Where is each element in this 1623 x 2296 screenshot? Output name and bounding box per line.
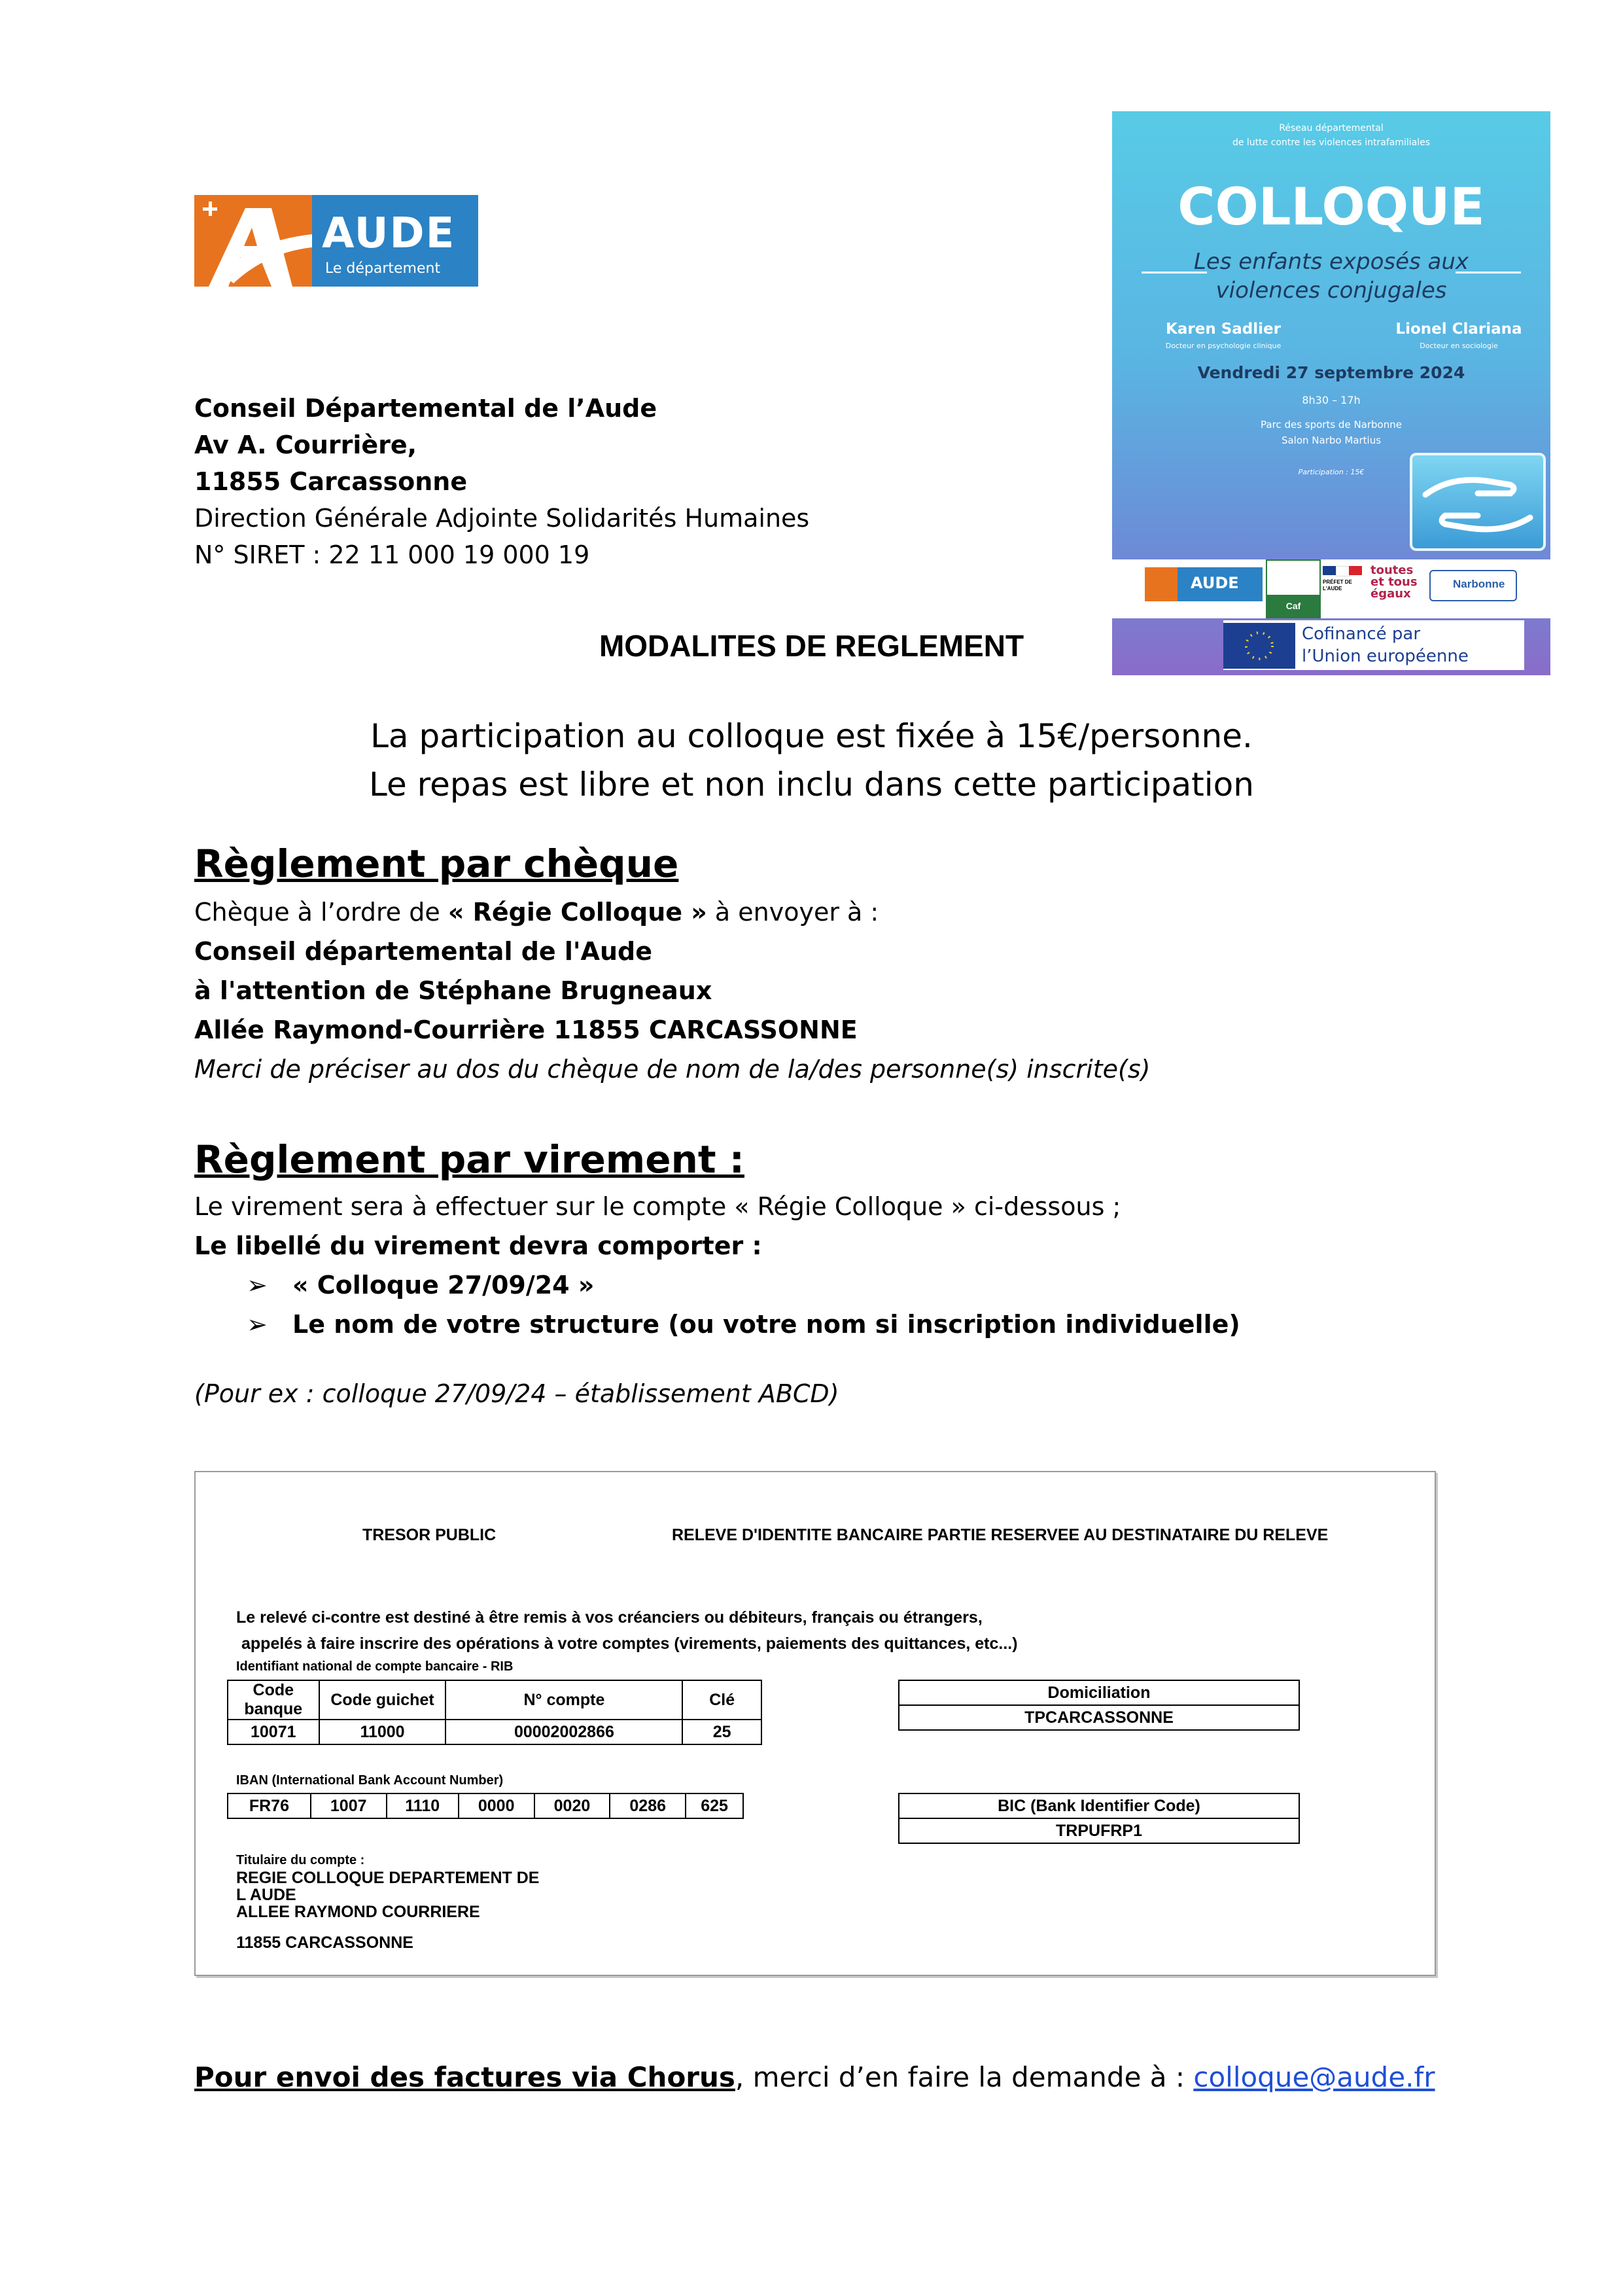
rib-value-cell: 10071	[228, 1720, 319, 1744]
partner-aude-logo	[1145, 567, 1263, 601]
rib-right-header: RELEVE D'IDENTITE BANCAIRE PARTIE RESERVEE AU DESTINATAIRE DU RELEVE	[672, 1526, 1329, 1544]
cheque-note: Merci de préciser au dos du chèque de nom de la/des personne(s) inscrite(s)	[194, 1055, 1151, 1084]
partner-prefet: PRÉFET DE L'AUDE	[1323, 579, 1352, 592]
holder-label: Titulaire du compte :	[236, 1853, 365, 1867]
participation-info	[0, 712, 1623, 809]
domiciliation-header: Domiciliation	[899, 1680, 1299, 1705]
email-link[interactable]: colloque@aude.fr	[1193, 2061, 1435, 2093]
virement-block	[194, 1188, 1240, 1412]
eu-line1: Cofinancé par	[1302, 624, 1421, 644]
cheque-block	[194, 894, 1150, 1087]
virement-heading: Règlement par virement :	[194, 1137, 744, 1182]
hands-icon	[1410, 453, 1546, 551]
aude-logo	[194, 195, 478, 287]
iban-cell: 0286	[610, 1793, 686, 1818]
rib-label: Identifiant national de compte bancaire - RIB	[236, 1659, 514, 1674]
flyer-title: COLLOQUE	[1178, 178, 1485, 237]
iban-cell: 625	[686, 1793, 743, 1818]
flyer-speaker1-role: Docteur en psychologie clinique	[1165, 342, 1282, 350]
arrow-bullet-icon: ➢	[247, 1271, 268, 1299]
flyer-network-2: de lutte contre les violences intrafamiliales	[1232, 137, 1431, 148]
page-title-text: MODALITES DE REGLEMENT	[599, 629, 1024, 663]
iban-cell: 0020	[534, 1793, 610, 1818]
sender-address	[194, 390, 809, 573]
page-title	[0, 628, 1623, 663]
logo-brand: AUDE	[322, 209, 456, 258]
chorus-middle: , merci d’en faire la demande à :	[735, 2061, 1194, 2093]
org-name: Conseil Départemental de l’Aude	[194, 394, 657, 423]
iban-cell: 1110	[387, 1793, 459, 1818]
bic-table	[898, 1793, 1300, 1844]
flyer-subtitle-1: Les enfants exposés aux	[1193, 249, 1469, 275]
cheque-addr2: à l'attention de Stéphane Brugneaux	[194, 976, 712, 1005]
street: Av A. Courrière,	[194, 431, 417, 459]
rib-document	[194, 1471, 1436, 1976]
virement-bullet-2: ➢ Le nom de votre structure (ou votre nom si inscription individuelle)	[194, 1306, 1240, 1343]
rib-info1: Le relevé ci-contre est destiné à être remis à vos créanciers ou débiteurs, français ou étrangers,	[236, 1608, 983, 1627]
arrow-bullet-icon: ➢	[247, 1310, 268, 1339]
flyer-speaker1: Karen Sadlier	[1166, 321, 1281, 338]
cheque-order	[194, 894, 1150, 930]
chorus-footer	[194, 2059, 1435, 2096]
partner-toutes: toutes et tous égaux	[1370, 563, 1418, 601]
partner-aude: AUDE	[1191, 574, 1239, 592]
rib-header-cell: N° compte	[445, 1680, 682, 1720]
siret: N° SIRET : 22 11 000 19 000 19	[194, 540, 590, 569]
flyer-subtitle-2: violences conjugales	[1215, 277, 1447, 304]
partner-narbonne: Narbonne	[1453, 578, 1505, 590]
holder-city: 11855 CARCASSONNE	[236, 1934, 413, 1952]
city: 11855 Carcassonne	[194, 467, 468, 496]
virement-bullet-1: ➢ « Colloque 27/09/24 »	[194, 1267, 1240, 1303]
virement-example: (Pour ex : colloque 27/09/24 – établissement ABCD)	[194, 1379, 839, 1408]
partner-caf: Caf	[1267, 595, 1319, 617]
holder-line1: REGIE COLLOQUE DEPARTEMENT DE	[236, 1869, 540, 1887]
virement-line1: Le virement sera à effectuer sur le compte « Régie Colloque » ci-dessous ;	[194, 1192, 1121, 1221]
rib-value-cell: 00002002866	[445, 1720, 682, 1744]
eu-line2: l’Union européenne	[1302, 646, 1469, 666]
iban-table	[227, 1793, 744, 1819]
logo-sub: Le département	[325, 260, 441, 277]
iban-label: IBAN (International Bank Account Number)	[236, 1773, 504, 1788]
cheque-order-name: « Régie Colloque »	[447, 898, 707, 927]
domiciliation-value: TPCARCASSONNE	[899, 1705, 1299, 1730]
bic-value: TRPUFRP1	[899, 1818, 1299, 1843]
participation-line2: Le repas est libre et non inclu dans cette participation	[369, 766, 1254, 804]
flyer-network-1: Réseau départemental	[1279, 123, 1384, 133]
flyer-place-1: Parc des sports de Narbonne	[1261, 419, 1402, 431]
rib-header-cell: Clé	[682, 1680, 761, 1720]
colloque-flyer	[1112, 111, 1550, 675]
flyer-speaker2-role: Docteur en sociologie	[1420, 342, 1498, 350]
flyer-place-2: Salon Narbo Martius	[1281, 434, 1382, 446]
participation-line1: La participation au colloque est fixée à 15€/personne.	[370, 717, 1253, 755]
rib-value-cell: 25	[682, 1720, 761, 1744]
partner-narbonne-logo	[1429, 570, 1517, 601]
direction: Direction Générale Adjointe Solidarités Humaines	[194, 504, 810, 533]
iban-cell: 0000	[459, 1793, 534, 1818]
cheque-addr3: Allée Raymond-Courrière 11855 CARCASSONNE	[194, 1016, 858, 1044]
rib-left-header: TRESOR PUBLIC	[362, 1526, 497, 1544]
rib-header-cell: Code banque	[228, 1680, 319, 1720]
flyer-participation: Participation : 15€	[1298, 468, 1365, 476]
holder-line3: ALLEE RAYMOND COURRIERE	[236, 1903, 480, 1921]
rib-table	[227, 1680, 762, 1745]
rib-info2: appelés à faire inscrire des opérations à votre comptes (virements, paiements des quittances, etc...)	[241, 1634, 1018, 1653]
flyer-date: Vendredi 27 septembre 2024	[1197, 363, 1465, 382]
cheque-order-prefix: Chèque à l’ordre de	[194, 898, 448, 927]
flyer-partners-band	[1112, 559, 1550, 618]
iban-cell: 1007	[311, 1793, 387, 1818]
bic-header: BIC (Bank Identifier Code)	[899, 1793, 1299, 1818]
virement-line2: Le libellé du virement devra comporter :	[194, 1231, 762, 1260]
partner-prefet-logo	[1323, 566, 1365, 607]
cheque-order-suffix: à envoyer à :	[707, 898, 879, 927]
partner-caf-logo	[1266, 559, 1321, 618]
rib-value-cell: 11000	[319, 1720, 446, 1744]
cheque-heading: Règlement par chèque	[194, 841, 679, 886]
flyer-hours: 8h30 – 17h	[1302, 394, 1361, 406]
holder-line2: L AUDE	[236, 1886, 296, 1904]
chorus-label: Pour envoi des factures via Chorus	[194, 2061, 735, 2093]
iban-cell: FR76	[228, 1793, 311, 1818]
flyer-speaker2: Lionel Clariana	[1395, 321, 1522, 338]
cheque-addr1: Conseil départemental de l'Aude	[194, 937, 652, 966]
domiciliation-table	[898, 1680, 1300, 1731]
rib-header-cell: Code guichet	[319, 1680, 446, 1720]
